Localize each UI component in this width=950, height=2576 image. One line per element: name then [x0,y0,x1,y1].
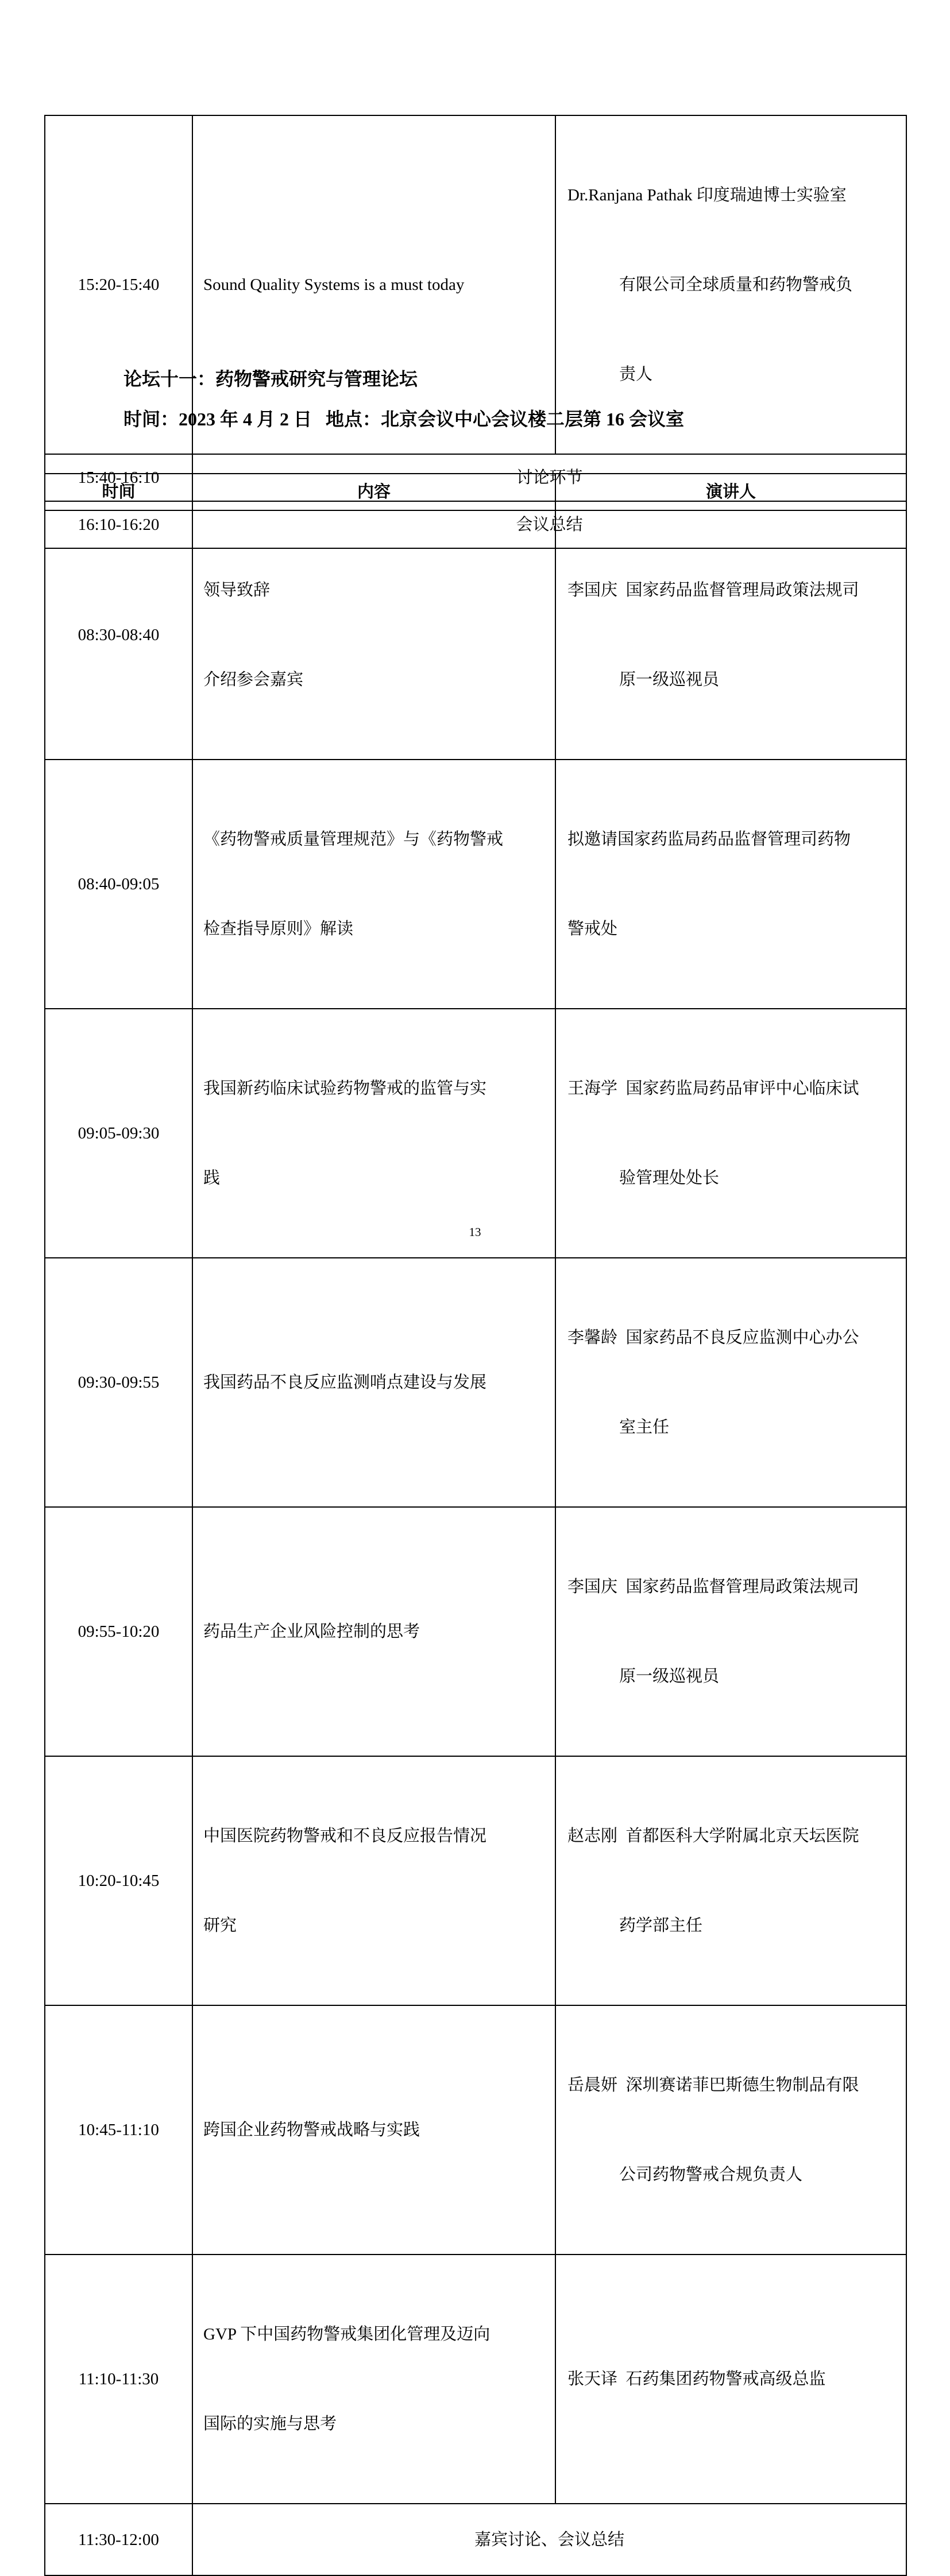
content-line: 介绍参会嘉宾 [203,671,304,689]
time-cell: 15:20-15:40 [45,115,192,454]
table-row [45,1009,906,1258]
content-cell [192,1009,555,1258]
table-row [45,1756,906,2005]
merged-cell: 会议总结 [192,501,906,548]
content-cell [192,2005,555,2255]
table-row [45,115,906,454]
speaker-line: 原一级巡视员 [619,1667,720,1686]
header-time: 时间 [45,474,192,510]
content-line: 我国药品不良反应监测哨点建设与发展 [203,1373,487,1392]
speaker-line: 有限公司全球质量和药物警戒负 [619,276,853,294]
table-row [45,2005,906,2255]
speaker-cell [555,115,906,454]
table-row [45,510,906,760]
content-line: 检查指导原则》解读 [203,920,354,938]
speaker-line: 拟邀请国家药监局药品监督管理司药物 [567,830,851,849]
table-row [45,1258,906,1507]
header-content: 内容 [192,474,555,510]
speaker-line: 警戒处 [567,920,618,938]
content-cell [192,510,555,760]
speaker-line: 责人 [619,365,653,384]
merged-cell: 嘉宾讨论、会议总结 [192,2504,906,2575]
speaker-line: 赵志刚 首都医科大学附属北京天坛医院 [567,1827,859,1845]
speaker-line: 药学部主任 [619,1916,703,1935]
time-cell: 08:40-09:05 [45,760,192,1009]
content-cell [192,1507,555,1756]
section-title: 论坛十一：药物警戒研究与管理论坛 [123,369,418,389]
speaker-line: 李国庆 国家药品监督管理局政策法规司 [567,581,859,599]
content-line: 践 [203,1169,221,1187]
table-row [45,2504,906,2575]
content-line: GVP 下中国药物警戒集团化管理及迈向 [203,2325,491,2343]
table-row [45,760,906,1009]
content-cell [192,760,555,1009]
speaker-line: 验管理处处长 [619,1169,720,1187]
schedule-table-main [44,473,907,2576]
speaker-line: 原一级巡视员 [619,671,720,689]
content-cell [192,2255,555,2504]
header-speaker: 演讲人 [555,474,906,510]
speaker-line: 李馨龄 国家药品不良反应监测中心办公 [567,1328,859,1347]
content-cell [192,1756,555,2005]
content-line: 跨国企业药物警戒战略与实践 [203,2121,420,2139]
speaker-cell [555,1258,906,1507]
speaker-cell [555,2005,906,2255]
speaker-line: 张天译 石药集团药物警戒高级总监 [567,2370,826,2388]
time-cell: 09:30-09:55 [45,1258,192,1507]
content-cell [192,1258,555,1507]
time-cell: 08:30-08:40 [45,510,192,760]
time-cell: 11:30-12:00 [45,2504,192,2575]
content-cell [192,115,555,454]
speaker-line: 岳晨妍 深圳赛诺菲巴斯德生物制品有限 [567,2076,859,2094]
content-line: 研究 [203,1916,237,1935]
page-number: 13 [469,1225,481,1239]
section-subtitle: 时间：2023 年 4 月 2 日 地点：北京会议中心会议楼二层第 16 会议室 [123,409,685,429]
table-row [45,1507,906,1756]
content-line: 中国医院药物警戒和不良反应报告情况 [203,1827,487,1845]
speaker-line: 室主任 [619,1418,670,1436]
content-line: Sound Quality Systems is a must today [203,276,465,294]
speaker-line: 王海学 国家药监局药品审评中心临床试 [567,1079,859,1098]
table-row [45,2255,906,2504]
time-cell: 15:40-16:10 [45,454,192,501]
time-cell: 10:20-10:45 [45,1756,192,2005]
speaker-line: 公司药物警戒合规负责人 [619,2166,803,2184]
time-cell: 16:10-16:20 [45,501,192,548]
content-line: 国际的实施与思考 [203,2415,337,2433]
time-cell: 09:55-10:20 [45,1507,192,1756]
table-header-row [45,474,906,510]
time-cell: 10:45-11:10 [45,2005,192,2255]
content-line: 《药物警戒质量管理规范》与《药物警戒 [203,830,504,849]
speaker-cell [555,1009,906,1258]
speaker-cell [555,2255,906,2504]
speaker-line: 李国庆 国家药品监督管理局政策法规司 [567,1578,859,1596]
content-line: 领导致辞 [203,581,271,599]
content-line: 我国新药临床试验药物警戒的监管与实 [203,1079,487,1098]
speaker-line: Dr.Ranjana Pathak 印度瑞迪博士实验室 [567,186,847,204]
speaker-cell [555,1756,906,2005]
merged-cell: 讨论环节 [192,454,906,501]
speaker-cell [555,510,906,760]
speaker-cell [555,760,906,1009]
speaker-cell [555,1507,906,1756]
content-line: 药品生产企业风险控制的思考 [203,1622,420,1641]
time-cell: 11:10-11:30 [45,2255,192,2504]
time-cell: 09:05-09:30 [45,1009,192,1258]
